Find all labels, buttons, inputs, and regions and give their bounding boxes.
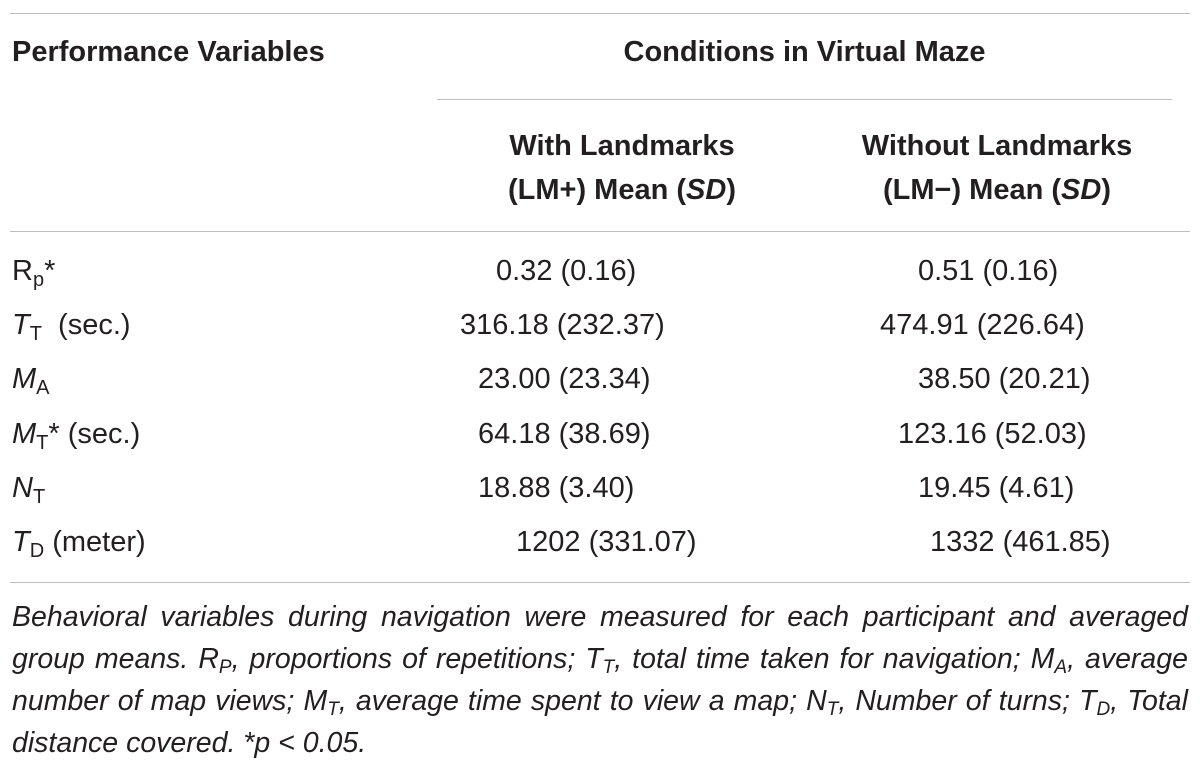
- table-row-label: $T_D$ (meter): [12, 526, 146, 562]
- table-row-label: $R_p*$: [12, 255, 56, 291]
- header-without-landmarks-line2: (LM−) Mean (SD): [883, 174, 1111, 206]
- table-row-label: $M_A$: [12, 363, 50, 399]
- table-cell-lm-minus: 19.45 (4.61): [918, 472, 1075, 504]
- table-row-label: $N_T$: [12, 472, 46, 508]
- table-cell-lm-plus: 0.32 (0.16): [496, 255, 637, 287]
- table-row-label: $T_T$ (sec.): [12, 309, 131, 345]
- table-cell-lm-minus: 38.50 (20.21): [918, 363, 1091, 395]
- table-footnote: Behavioral variables during navigation were measured for each participant and averaged group means. $R_P$, proportions of repetitions; $T_T$, total time taken for navigation; $M_A$, average number of map views; $M_T$, average time spent to view a map; $N_T$, Number of turns; $T_D$, Total distance covered. *p < 0.05.: [12, 601, 1188, 759]
- table-cell-lm-plus: 23.00 (23.34): [478, 363, 651, 395]
- header-performance-variables: Performance Variables: [12, 36, 325, 68]
- table-cell-lm-plus: 18.88 (3.40): [478, 472, 635, 504]
- header-with-landmarks: [437, 124, 807, 212]
- header-without-landmarks-line1: Without Landmarks: [861, 130, 1133, 162]
- top-rule: [10, 13, 1190, 14]
- table-cell-lm-minus: 1332 (461.85): [930, 526, 1111, 558]
- table-cell-lm-minus: 0.51 (0.16): [918, 255, 1059, 287]
- table-cell-lm-minus: 474.91 (226.64): [880, 309, 1085, 341]
- conditions-rule: [437, 99, 1172, 100]
- table-row-label: $M_T*$ (sec.): [12, 418, 141, 454]
- header-conditions: Conditions in Virtual Maze: [623, 36, 986, 68]
- table-cell-lm-plus: 1202 (331.07): [516, 526, 697, 558]
- table-cell-lm-plus: 316.18 (232.37): [460, 309, 665, 341]
- header-rule: [10, 231, 1190, 232]
- table-cell-lm-minus: 123.16 (52.03): [898, 418, 1087, 450]
- header-without-landmarks: [812, 124, 1182, 212]
- header-with-landmarks-line2: (LM+) Mean (SD): [508, 174, 736, 206]
- bottom-rule: [10, 582, 1190, 583]
- table-cell-lm-plus: 64.18 (38.69): [478, 418, 651, 450]
- header-with-landmarks-line1: With Landmarks: [509, 130, 735, 162]
